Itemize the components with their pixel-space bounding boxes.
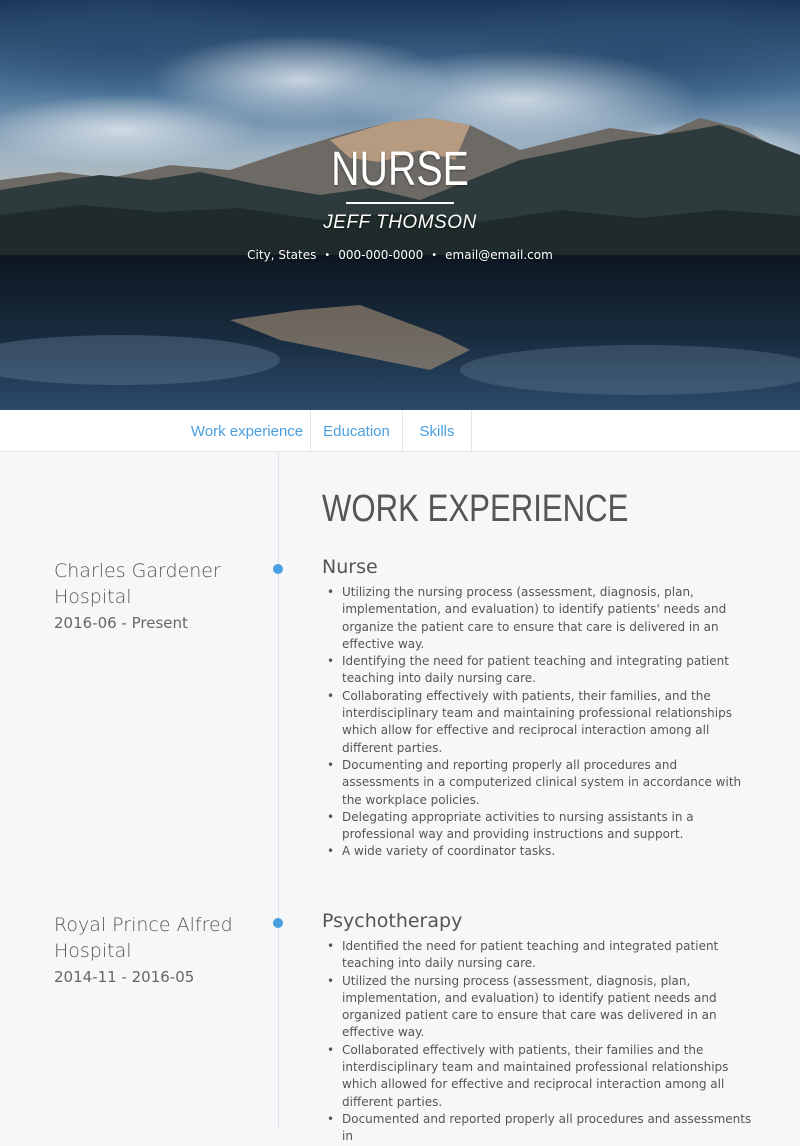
tab-education[interactable]: Education [311,410,403,452]
company-name: Charles Gardener Hospital [54,560,221,608]
job-role: Nurse [322,556,378,578]
section-tabs [0,410,800,452]
list-item: • Documenting and reporting properly all procedures and assessments in a computerized clinical system in accordance with the workplace policies. [342,757,752,809]
employment-dates: 2014-11 - 2016-05 [54,968,195,986]
list-item: • A wide variety of coordinator tasks. [342,843,752,860]
hero-banner [0,0,800,410]
responsibility-list [342,584,752,861]
timeline-dot [273,564,283,574]
contact-separator: • [324,249,331,261]
list-item: • Utilized the nursing process (assessment, diagnosis, plan, implementation, and evaluation) to identify patient needs and organized patient care to ensure that care was delivered in an effective way. [342,973,752,1042]
list-item: • Delegating appropriate activities to nursing assistants in a professional way and providing instructions and support. [342,809,752,844]
timeline-line [278,452,279,1128]
tab-skills[interactable]: Skills [403,410,472,452]
section-heading: WORK EXPERIENCE [322,488,629,530]
contact-separator: • [431,249,438,261]
list-item: • Collaborated effectively with patients, their families and the interdisciplinary team and maintained professional relationships which allowed for effective and reciprocal interaction among all different parties. [342,1042,752,1111]
job-title: NURSE [331,143,469,196]
list-item: • Identified the need for patient teaching and integrated patient teaching into daily nursing care. [342,938,752,973]
title-underline [346,202,454,204]
job-role: Psychotherapy [322,910,463,932]
list-item: • Collaborating effectively with patients, their families, and the interdisciplinary team and maintaining professional relationships which allow for effective and reciprocal interaction among all different parties. [342,688,752,757]
list-item: • Utilizing the nursing process (assessment, diagnosis, plan, implementation, and evaluation) to identify patients' needs and organize the patient care to ensure that care is delivered in an effective way. [342,584,752,653]
timeline-dot [273,918,283,928]
employment-dates: 2016-06 - Present [54,614,188,632]
contact-info [0,248,800,262]
person-name: JEFF THOMSON [323,212,477,233]
responsibility-list [342,938,752,1146]
company-name: Royal Prince Alfred Hospital [54,914,233,962]
hero-text [0,0,800,410]
list-item: • Identifying the need for patient teaching and integrating patient teaching into daily nursing care. [342,653,752,688]
tab-work-experience[interactable]: Work experience [184,410,311,452]
list-item: • Documented and reported properly all procedures and assessments in [342,1111,752,1146]
contact-email: email@email.com [445,248,553,262]
contact-location: City, States [247,248,317,262]
contact-phone: 000-000-0000 [338,248,424,262]
